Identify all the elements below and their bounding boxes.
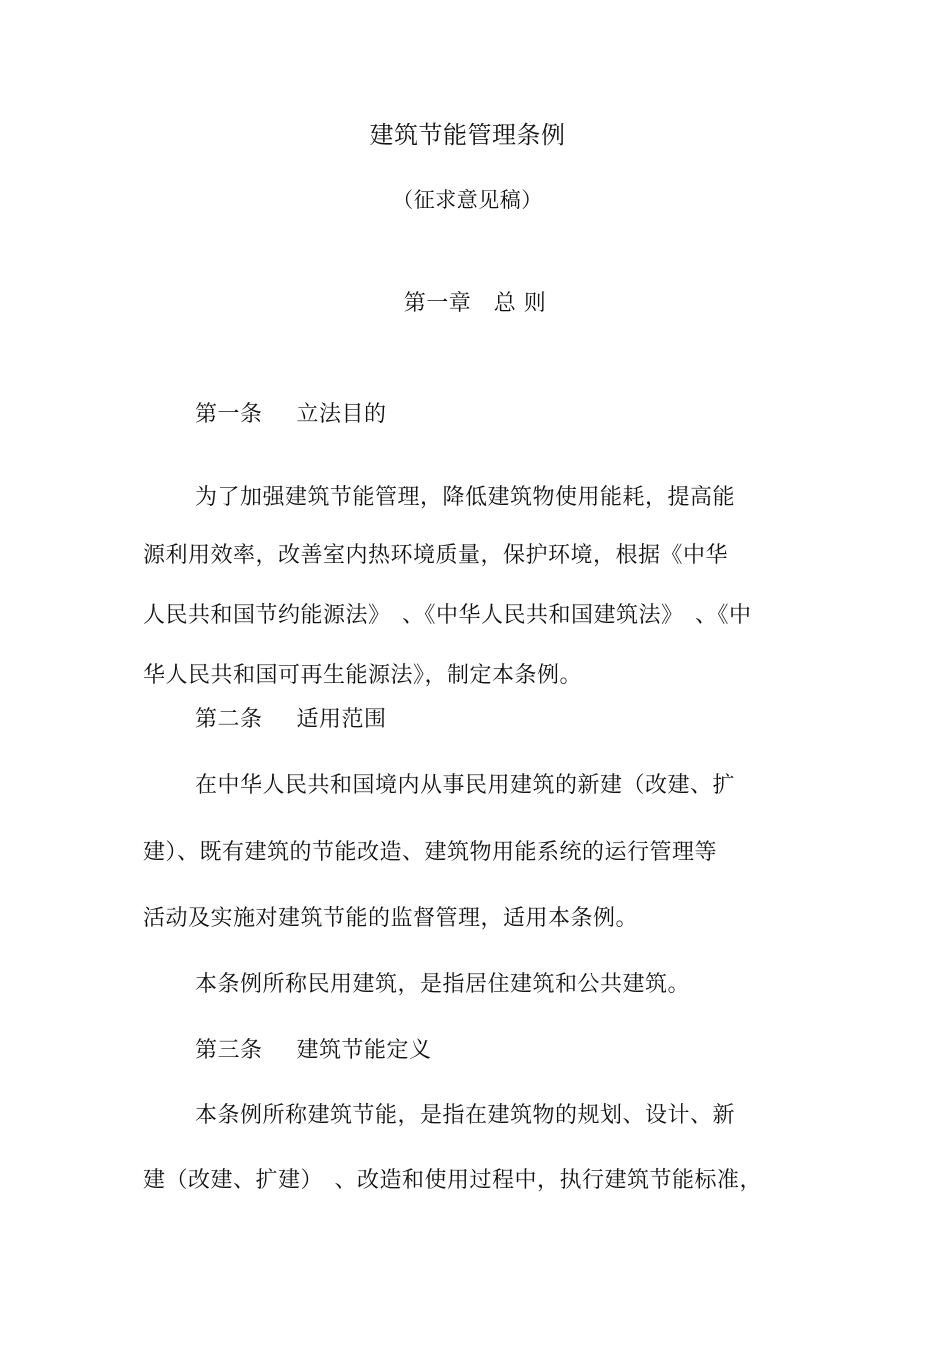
article-number: 第一条 <box>195 402 263 427</box>
paragraph-line: 本条例所称民用建筑，是指居住建筑和公共建筑。 <box>195 972 691 997</box>
chapter-heading: 第一章 总 则 <box>403 291 547 316</box>
article-3-heading <box>195 1036 432 1066</box>
paragraph-line: 为了加强建筑节能管理，降低建筑物使用能耗，提高能 <box>195 485 736 510</box>
paragraph-line: 活动及实施对建筑节能的监督管理，适用本条例。 <box>143 906 639 931</box>
article-number: 第三条 <box>195 1038 263 1063</box>
document-title: 建筑节能管理条例 <box>369 121 566 149</box>
article-number: 第二条 <box>195 707 263 732</box>
paragraph-line: 人民共和国节约能源法》 、《中华人民共和国建筑法》 、《中 <box>143 603 752 628</box>
article-title: 适用范围 <box>296 707 387 732</box>
paragraph-line: 建）、既有建筑的节能改造、建筑物用能系统的运行管理等 <box>143 840 718 865</box>
article-2-heading <box>195 705 387 735</box>
article-1-heading <box>195 400 387 430</box>
paragraph-line: 本条例所称建筑节能，是指在建筑物的规划、设计、新 <box>195 1103 736 1128</box>
article-title: 立法目的 <box>296 402 387 427</box>
article-title: 建筑节能定义 <box>296 1038 432 1063</box>
paragraph-line: 源利用效率，改善室内热环境质量，保护环境，根据《中华 <box>143 543 729 568</box>
paragraph-line: 华人民共和国可再生能源法》，制定本条例。 <box>143 663 583 688</box>
paragraph-line: 建（改建、扩建） 、改造和使用过程中，执行建筑节能标准， <box>143 1168 763 1193</box>
document-subtitle: （征求意见稿） <box>392 188 543 212</box>
paragraph-line: 在中华人民共和国境内从事民用建筑的新建（改建、扩 <box>195 773 736 798</box>
